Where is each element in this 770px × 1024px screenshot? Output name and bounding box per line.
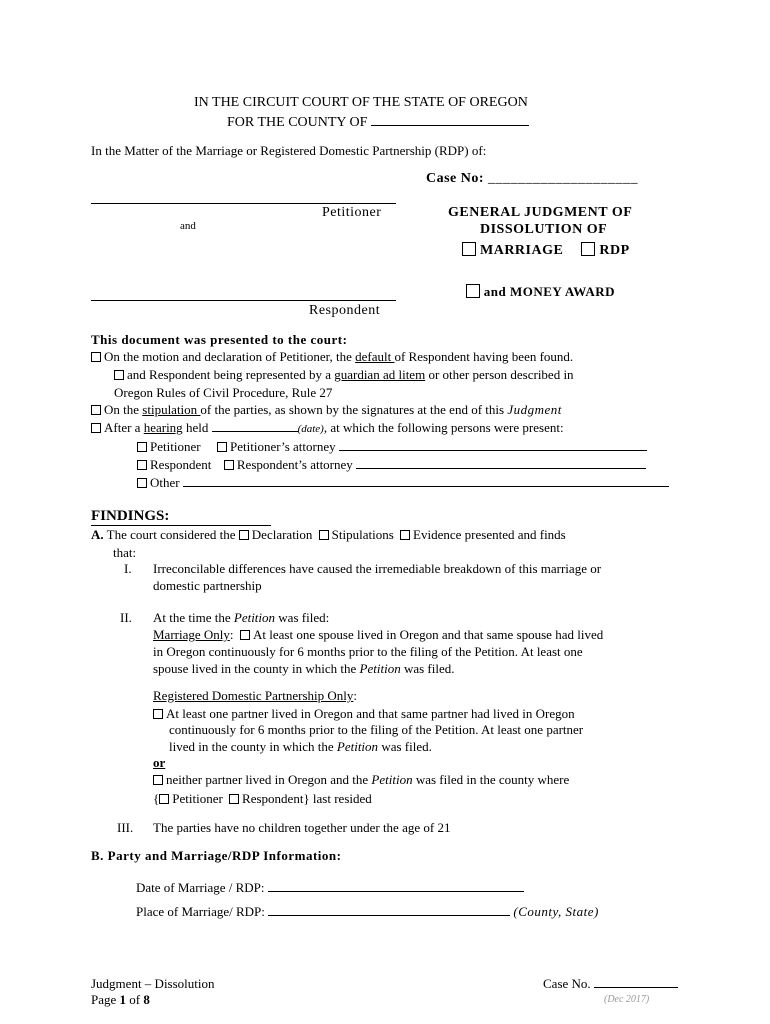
hearing-date-field[interactable] xyxy=(212,421,298,432)
rdp-line3-pre: lived in the county in which the xyxy=(169,739,337,754)
footer-title: Judgment – Dissolution xyxy=(91,976,215,991)
marriage-line3-pre: spouse lived in the county in which the xyxy=(153,661,360,676)
petitioner-attorney-field[interactable] xyxy=(339,440,647,451)
petition-word: Petition xyxy=(359,661,401,676)
declaration-checkbox[interactable] xyxy=(239,530,249,540)
motion-line xyxy=(91,349,573,365)
dissolution-type xyxy=(462,242,630,259)
judgment-title-line2: DISSOLUTION OF xyxy=(480,222,608,237)
petition-word: Petition xyxy=(233,610,276,625)
marriage-label: MARRIAGE xyxy=(480,243,564,258)
default-link: default xyxy=(355,349,395,364)
motion-checkbox[interactable] xyxy=(91,352,101,362)
date-of-marriage-label: Date of Marriage / RDP: xyxy=(136,880,265,895)
judgment-title-line1: GENERAL JUDGMENT OF xyxy=(448,205,633,220)
stipulations-checkbox[interactable] xyxy=(319,530,329,540)
county-label: FOR THE COUNTY OF xyxy=(227,115,368,130)
hearing-date-hint: (date) xyxy=(297,423,324,435)
finding-ii-intro-post: was filed: xyxy=(275,610,330,625)
rdp-residency-text: At least one partner lived in Oregon and that same partner had lived in Oregon xyxy=(166,706,575,721)
finding-a-that: that: xyxy=(113,545,137,560)
present-petitioner-row xyxy=(137,439,647,455)
page-pre: Page xyxy=(91,992,120,1007)
finding-a-label: A. xyxy=(91,527,104,542)
rdp-only-heading: Registered Domestic Partnership Only: xyxy=(153,688,358,703)
marriage-only-line3 xyxy=(153,661,455,677)
petitioner-label: Petitioner xyxy=(322,205,382,220)
last-resided-respondent-label: Respondent} last resided xyxy=(242,791,372,806)
section-b-heading: B. Party and Marriage/RDP Information: xyxy=(91,848,342,863)
present-petitioner-attorney-checkbox[interactable] xyxy=(217,442,227,452)
date-of-marriage-field[interactable] xyxy=(268,881,524,892)
money-award-label: and MONEY AWARD xyxy=(483,284,616,299)
orcp-line: Oregon Rules of Civil Procedure, Rule 27 xyxy=(114,385,333,400)
marriage-residency-text: At least one spouse lived in Oregon and that same spouse had lived xyxy=(253,627,604,642)
finding-i-line1: Irreconcilable differences have caused the irremediable breakdown of this marriage or xyxy=(153,561,602,576)
present-respondent-attorney-checkbox[interactable] xyxy=(224,460,234,470)
revision-date: (Dec 2017) xyxy=(604,994,650,1005)
finding-a-line xyxy=(91,527,566,543)
neither-text-pre: neither partner lived in Oregon and the xyxy=(166,772,372,787)
footer-page-number xyxy=(91,992,150,1008)
and-label: and xyxy=(180,220,196,232)
present-respondent-label: Respondent xyxy=(150,457,212,472)
presented-heading: This document was presented to the court: xyxy=(91,332,348,347)
stipulation-text-pre: On the xyxy=(104,402,143,417)
page-current: 1 xyxy=(119,992,127,1007)
or-label: or xyxy=(153,755,166,770)
last-resided-respondent-checkbox[interactable] xyxy=(229,794,239,804)
marriage-line3-post: was filed. xyxy=(400,661,455,676)
case-number xyxy=(426,171,638,187)
finding-iii-text: The parties have no children together under the age of 21 xyxy=(153,820,451,835)
rdp-residency-checkbox[interactable] xyxy=(153,709,163,719)
last-resided-line xyxy=(153,791,372,807)
page-total: 8 xyxy=(143,992,150,1007)
page-of: of xyxy=(126,992,144,1007)
hearing-link: hearing xyxy=(143,420,183,435)
evidence-label: Evidence presented and finds xyxy=(413,527,566,542)
motion-text-pre: On the motion and declaration of Petitioner, the xyxy=(104,349,356,364)
stipulation-checkbox[interactable] xyxy=(91,405,101,415)
rdp-only-line2: continuously for 6 months prior to the filing of the Petition. At least one partner xyxy=(169,722,584,737)
finding-ii-intro xyxy=(153,610,329,626)
present-respondent-row xyxy=(137,457,646,473)
present-petitioner-label: Petitioner xyxy=(150,439,201,454)
neither-checkbox[interactable] xyxy=(153,775,163,785)
hearing-text-post: , at which the following persons were present: xyxy=(323,420,564,435)
footer-case-number-label: Case No. xyxy=(543,976,591,991)
present-petitioner-checkbox[interactable] xyxy=(137,442,147,452)
marriage-only-label: Marriage Only xyxy=(153,627,230,642)
stipulation-line xyxy=(91,402,562,418)
stipulation-text-post: of the parties, as shown by the signatures at the end of this xyxy=(200,402,508,417)
present-respondent-attorney-label: Respondent’s attorney xyxy=(236,457,353,472)
present-petitioner-attorney-label: Petitioner’s attorney xyxy=(230,439,336,454)
stipulations-label: Stipulations xyxy=(331,527,394,542)
present-other-label: Other xyxy=(150,475,180,490)
finding-a-text: The court considered the xyxy=(106,527,239,542)
case-number-field[interactable]: ____________________ xyxy=(488,171,639,186)
respondent-name-line[interactable] xyxy=(91,300,396,301)
money-award-checkbox[interactable] xyxy=(466,284,480,298)
date-of-marriage-row xyxy=(136,880,524,896)
present-other-checkbox[interactable] xyxy=(137,478,147,488)
footer-case-number-field[interactable] xyxy=(594,977,678,988)
hearing-text-pre: After a xyxy=(104,420,144,435)
money-award xyxy=(466,284,615,300)
rdp-only-line3 xyxy=(169,739,432,755)
petitioner-name-line[interactable] xyxy=(91,203,396,204)
case-number-label: Case No: xyxy=(426,171,485,186)
last-resided-brace: { xyxy=(153,791,160,806)
hearing-line xyxy=(91,420,564,436)
marriage-only-line2: in Oregon continuously for 6 months prior to the filing of the Petition. At least one xyxy=(153,644,583,659)
present-respondent-checkbox[interactable] xyxy=(137,460,147,470)
rdp-line3-post: was filed. xyxy=(378,739,432,754)
last-resided-petitioner-checkbox[interactable] xyxy=(159,794,169,804)
place-of-marriage-field[interactable] xyxy=(268,905,510,916)
finding-i-line2: domestic partnership xyxy=(153,578,262,593)
guardian-ad-litem-link: guardian ad litem xyxy=(334,367,426,382)
motion-text-post: of Respondent having been found. xyxy=(394,349,574,364)
court-heading-line2 xyxy=(227,113,529,131)
rdp-only-label: Registered Domestic Partnership Only xyxy=(153,688,354,703)
guardian-line xyxy=(114,367,574,383)
judgment-word: Judgment xyxy=(507,402,562,417)
rdp-label: RDP xyxy=(599,243,630,258)
place-of-marriage-row xyxy=(136,904,599,920)
marriage-checkbox[interactable] xyxy=(462,242,476,256)
hearing-text-mid: held xyxy=(182,420,209,435)
declaration-label: Declaration xyxy=(251,527,313,542)
place-of-marriage-label: Place of Marriage/ RDP: xyxy=(136,904,265,919)
footer-case-number xyxy=(543,976,678,992)
respondent-label: Respondent xyxy=(309,303,381,318)
hearing-checkbox[interactable] xyxy=(91,423,101,433)
finding-ii-intro-pre: At the time the xyxy=(153,610,234,625)
county-field[interactable] xyxy=(371,113,529,126)
marriage-residency-checkbox[interactable] xyxy=(240,630,250,640)
guardian-text-post: or other person described in xyxy=(425,367,574,382)
present-other-row xyxy=(137,475,669,491)
petition-word: Petition xyxy=(336,739,379,754)
neither-line xyxy=(153,772,569,788)
findings-heading: FINDINGS: xyxy=(91,508,271,526)
neither-text-post: was filed in the county where xyxy=(412,772,570,787)
court-heading-line1: IN THE CIRCUIT COURT OF THE STATE OF OREGON xyxy=(194,95,528,110)
rdp-checkbox[interactable] xyxy=(581,242,595,256)
evidence-checkbox[interactable] xyxy=(400,530,410,540)
marriage-only-line1: Marriage Only: At least one spouse lived in Oregon and that same spouse had lived xyxy=(153,627,604,642)
respondent-attorney-field[interactable] xyxy=(356,458,646,469)
stipulation-link: stipulation xyxy=(142,402,201,417)
guardian-text-pre: and Respondent being represented by a xyxy=(127,367,335,382)
petition-word: Petition xyxy=(371,772,413,787)
finding-ii-number: II. xyxy=(120,610,132,625)
finding-i-number: I. xyxy=(124,561,132,576)
rdp-only-line1 xyxy=(153,706,575,722)
place-of-marriage-hint: (County, State) xyxy=(513,904,599,919)
last-resided-petitioner-label: Petitioner xyxy=(172,791,223,806)
other-present-field[interactable] xyxy=(183,476,669,487)
guardian-checkbox[interactable] xyxy=(114,370,124,380)
finding-iii-number: III. xyxy=(117,820,134,835)
matter-statement: In the Matter of the Marriage or Registered Domestic Partnership (RDP) of: xyxy=(91,143,487,158)
